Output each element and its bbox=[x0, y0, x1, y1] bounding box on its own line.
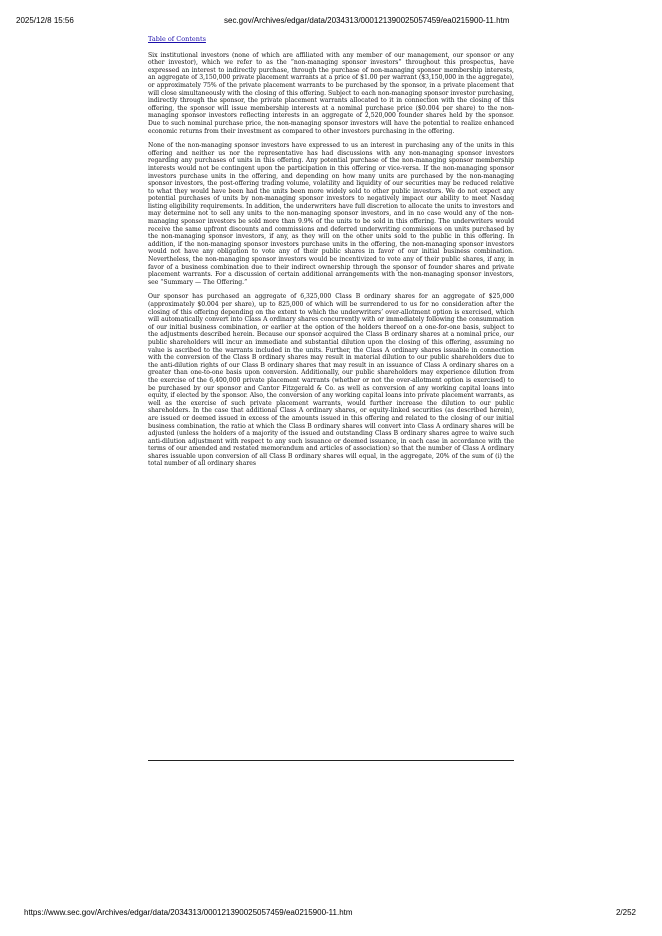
paragraph-non-managing-investors: Six institutional investors (none of which are affiliated with any member of our management, our sponsor or any other investor), which we refer to as the “non-managing sponsor investors” throughout this prospectus, have expressed an interest to indirectly purchase, through the purchase of non-managing sponsor membership interests, an aggregate of 3,150,000 private placement warrants at a price of $1.00 per warrant ($3,150,000 in the aggregate), or approximately 75% of the private placement warrants to be purchased by the sponsor, in a private placement that will close simultaneously with the closing of this offering. Subject to each non-managing sponsor investor purchasing, indirectly through the sponsor, the private placement warrants allocated to it in connection with the closing of this offering, the sponsor will issue membership interests at a nominal purchase price ($0.004 per share) to the non-managing sponsor investors reflecting interests in an aggregate of 2,520,000 founder shares held by the sponsor. Due to such nominal purchase price, the non-managing sponsor investors will have the potential to realize enhanced economic returns from their investment as compared to other investors purchasing in the offering. bbox=[148, 51, 514, 135]
footnote-divider bbox=[148, 760, 514, 761]
print-header-url: sec.gov/Archives/edgar/data/2034313/000121390025057459/ea0215900-11.htm bbox=[224, 16, 510, 25]
print-footer bbox=[0, 908, 662, 920]
paragraph-sponsor-dilution: Our sponsor has purchased an aggregate of 6,325,000 Class B ordinary shares for an aggregate of $25,000 (approximately $0.004 per share), up to 825,000 of which will be surrendered to us for no consideration after the closing of this offering depending on the extent to which the underwriters’ over-allotment option is exercised, which will automatically convert into Class A ordinary shares concurrently with or immediately following the consummation of our initial business combination, or earlier at the option of the holders thereof on a one-for-one basis, subject to the adjustments described herein. Because our sponsor acquired the Class B ordinary shares at a nominal price, our public shareholders will incur an immediate and substantial dilution upon the closing of this offering, assuming no value is ascribed to the warrants included in the units. Further, the Class A ordinary shares issuable in connection with the conversion of the Class B ordinary shares may result in material dilution to our public shareholders due to the anti-dilution rights of our Class B ordinary shares that may result in an issuance of Class A ordinary shares on a greater than one-to-one basis upon conversion. Additionally, our public shareholders may experience dilution from the exercise of the 6,400,000 private placement warrants (whether or not the over-allotment option is exercised) to be purchased by our sponsor and Cantor Fitzgerald & Co. as well as conversion of any working capital loans into equity, if elected by the sponsor. Also, the conversion of any working capital loans into private placement warrants, as well as the exercise of such private placement warrants, would further increase the dilution to our public shareholders. In the case that additional Class A ordinary shares, or equity-linked securities (as described herein), are issued or deemed issued in excess of the amounts issued in this offering and related to the closing of our initial business combination, the ratio at which the Class B ordinary shares will convert into Class A ordinary shares will be adjusted (unless the holders of a majority of the issued and outstanding Class B ordinary shares agree to waive such anti-dilution adjustment with respect to any such issuance or deemed issuance, in each case in accordance with the terms of our amended and restated memorandum and articles of association) so that the number of Class A ordinary shares issuable upon conversion of all Class B ordinary shares will equal, in the aggregate, 20% of the sum of (i) the total number of all ordinary shares bbox=[148, 293, 514, 468]
page-number: 2/252 bbox=[615, 908, 636, 917]
print-timestamp: 2025/12/8 15:56 bbox=[16, 16, 74, 25]
document-body bbox=[148, 36, 514, 475]
print-header bbox=[0, 16, 662, 28]
paragraph-unit-purchases: None of the non-managing sponsor investors have expressed to us an interest in purchasing any of the units in this offering and neither us nor the representative has had discussions with any non-managing sponsor investors regarding any purchases of units in this offering. Any potential purchase of the non-managing sponsor membership interests would not be contingent upon the participation in this offering or vice-versa. If the non-managing sponsor investors purchase units in the offering, and depending on how many units are purchased by the non-managing sponsor investors, the post-offering trading volume, volatility and liquidity of our securities may be reduced relative to what they would have been had the units been more widely sold to other public investors. We do not expect any potential purchases of units by non-managing sponsor investors to negatively impact our ability to meet Nasdaq listing eligibility requirements. In addition, the underwriters have full discretion to allocate the units to investors and may determine not to sell any units to the non-managing sponsor investors, and in no case would any of the non-managing sponsor investors be sold more than 9.9% of the units to be sold in this offering. The underwriters would receive the same upfront discounts and commissions and deferred underwriting commissions on units purchased by the non-managing sponsor investors, if any, as they will on the other units sold to the public in this offering. In addition, if the non-managing sponsor investors purchase units in the offering, the non-managing sponsor investors would not have any obligation to vote any of their public shares in favor of our initial business combination. Nevertheless, the non-managing sponsor investors would be incentivized to vote any of their public shares, if any, in favor of a business combination due to their indirect ownership through the sponsor of founder shares and private placement warrants. For a discussion of certain additional arrangements with the non-managing sponsor investors, see “Summary — The Offering.” bbox=[148, 142, 514, 286]
table-of-contents-link[interactable]: Table of Contents bbox=[148, 35, 206, 43]
print-footer-url: https://www.sec.gov/Archives/edgar/data/2034313/000121390025057459/ea0215900-11.htm bbox=[24, 908, 353, 917]
